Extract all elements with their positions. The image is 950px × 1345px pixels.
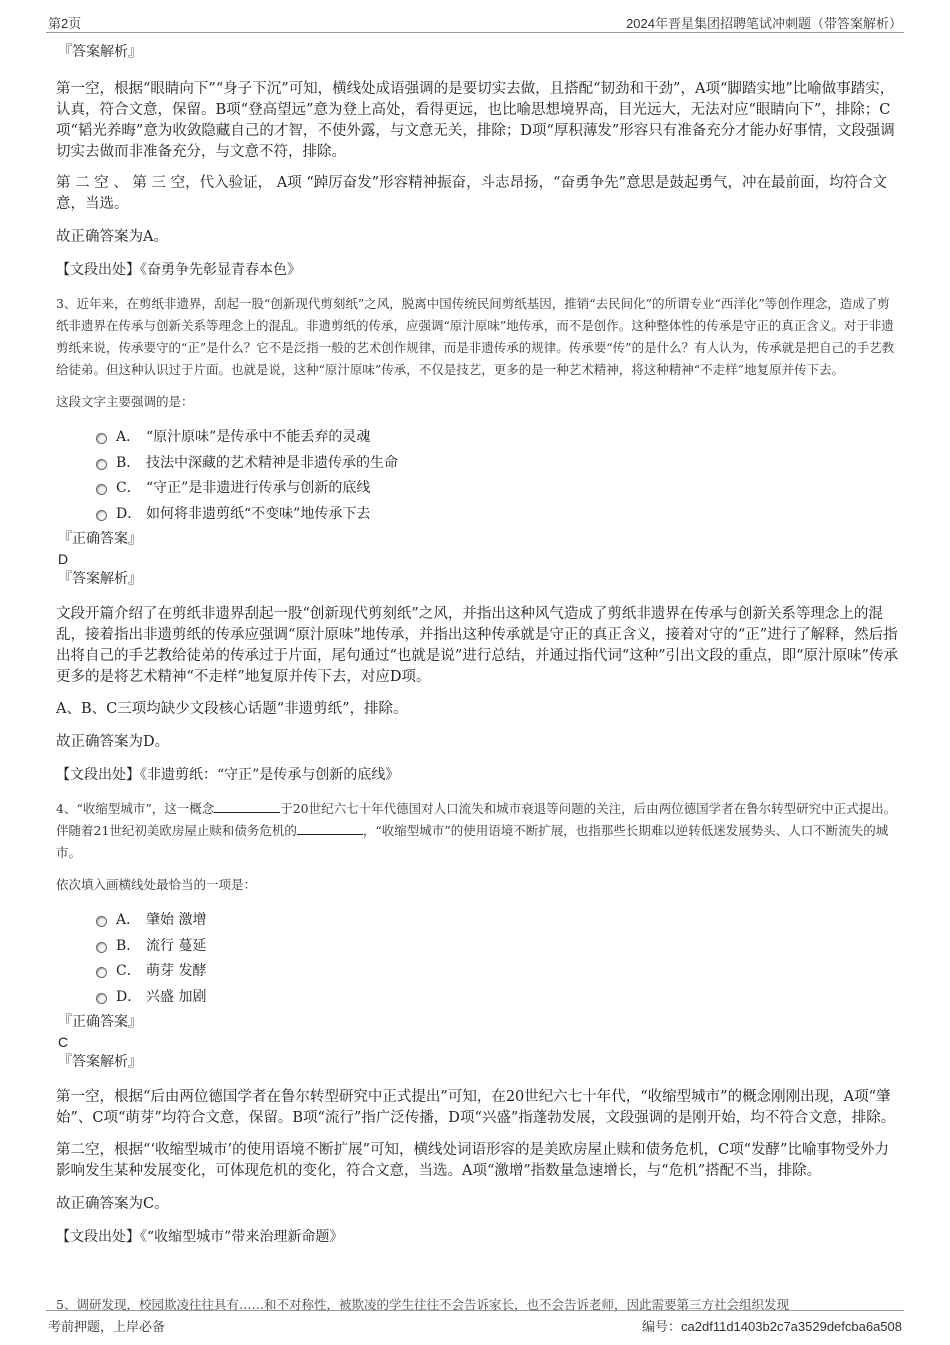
answer-analysis-label: 『答案解析』 <box>58 571 142 587</box>
document-title: 2024年晋星集团招聘笔试冲刺题（带答案解析） <box>626 16 902 31</box>
radio-icon[interactable] <box>96 916 107 927</box>
correct-answer-label: 『正确答案』 <box>58 1014 142 1030</box>
footer-slogan: 考前押题，上岸必备 <box>48 1319 166 1334</box>
document-body <box>56 42 902 1248</box>
analysis-paragraph: 第 二 空 、 第 三 空，代入验证， A项 “踔厉奋发”形容精神振奋，斗志昂扬，“奋勇争先”意思是鼓起勇气，冲在最前面，均符合文意，当选。 <box>56 175 887 212</box>
fill-blank <box>214 800 280 813</box>
radio-icon[interactable] <box>96 510 107 521</box>
source-citation: 【文段出处】《“收缩型城市”带来治理新命题》 <box>56 1229 344 1245</box>
conclusion: 故正确答案为C。 <box>56 1196 169 1212</box>
document-id: 编号：ca2df11d1403b2c7a3529defcba6a508 <box>642 1319 902 1334</box>
analysis-paragraph: 第一空，根据“后由两位德国学者在鲁尔转型研究中正式提出”可知，在20世纪六七十年代，“收缩型城市”的概念刚刚出现，A项“肇始”、C项“萌芽”均符合文意，保留。B项“流行”指广泛传播，D项“兴盛”指蓬勃发展，文段强调的是刚开始，均不符合文意，排除。 <box>56 1089 896 1126</box>
option-b[interactable]: B． 技法中深藏的艺术精神是非遗传承的生命 <box>96 451 902 477</box>
question-prompt: 这段文字主要强调的是： <box>56 394 194 409</box>
fill-blank <box>297 822 363 835</box>
question-stem: 3、近年来，在剪纸非遗界，刮起一股“创新现代剪刻纸”之风，脱离中国传统民间剪纸基因，推销“去民间化”的所谓专业“西洋化”等创作理念，造成了剪纸非遗界在传承与创新关系等理念上的混乱。非遗剪纸的传承，应强调“原汁原味”地传承，而不是创作。这种整体性的传承是守正的真正含义。对于非遗剪纸来说，传承要守的“正”是什么？它不是泛指一般的艺术创作规律，而是非遗传承的规律。传承要“传”的是什么？有人认为，传承就是把自己的手艺教给徒弟。但这种认识过于片面。也就是说，这种“原汁原味”传承，不仅是技艺，更多的是一种艺术精神，将这种精神“不走样”地复原并传下去。 <box>56 296 895 377</box>
option-c[interactable]: C． “守正”是非遗进行传承与创新的底线 <box>96 476 902 502</box>
page-footer <box>46 1310 904 1335</box>
option-b[interactable]: B． 流行 蔓延 <box>96 934 902 960</box>
question-stem: 4、“收缩型城市”，这一概念 于20世纪六七十年代德国对人口流失和城市衰退等问题的关注，后由两位德国学者在鲁尔转型研究中正式提出。伴随着21世纪初美欧房屋止赎和债务危机的 ，“收缩型城市”的使用语境不断扩展，也指那些长期难以逆转低迷发展势头、人口不断流失的城市。 <box>56 801 897 860</box>
conclusion: 故正确答案为A。 <box>56 229 168 245</box>
option-list <box>56 908 902 1010</box>
question-prompt: 依次填入画横线处最恰当的一项是： <box>56 877 257 892</box>
option-a[interactable]: A． 肇始 激增 <box>96 908 902 934</box>
correct-answer-label: 『正确答案』 <box>58 531 142 547</box>
radio-icon[interactable] <box>96 967 107 978</box>
option-d[interactable]: D． 如何将非遗剪纸“不变味”地传承下去 <box>96 502 902 528</box>
radio-icon[interactable] <box>96 993 107 1004</box>
source-citation: 【文段出处】《非遗剪纸：“守正”是传承与创新的底线》 <box>56 767 400 783</box>
correct-answer: C <box>58 1034 69 1050</box>
analysis-paragraph: A、B、C三项均缺少文段核心话题“非遗剪纸”，排除。 <box>56 701 408 717</box>
page-number: 第2页 <box>48 16 82 31</box>
analysis-paragraph: 文段开篇介绍了在剪纸非遗界刮起一股“创新现代剪刻纸”之风，并指出这种风气造成了剪纸非遗界在传承与创新关系等理念上的混乱，接着指出非遗剪纸的传承应强调“原汁原味”地传承，并指出这种传承就是守正的真正含义，接着对守的“正”进行了解释，然后指出将自己的手艺教给徒弟的传承过于片面，尾句通过“也就是说”进行总结，并通过指代词“这种”引出文段的重点，即“原汁原味”传承更多的是将艺术精神“不走样”地复原并传下去，对应D项。 <box>56 606 898 685</box>
option-a[interactable]: A． “原汁原味”是传承中不能丢弃的灵魂 <box>96 425 902 451</box>
radio-icon[interactable] <box>96 433 107 444</box>
answer-analysis-label: 『答案解析』 <box>58 44 142 60</box>
correct-answer: D <box>58 551 69 567</box>
radio-icon[interactable] <box>96 459 107 470</box>
option-list <box>56 425 902 527</box>
cut-off-question-stem: 5、调研发现，校园欺凌往往具有……和不对称性，被欺凌的学生往往不会告诉家长，也不会告诉老师，因此需要第三方社会组织发现 <box>56 1297 789 1312</box>
analysis-paragraph: 第一空，根据“眼睛向下”“身子下沉”可知，横线处成语强调的是要切实去做，且搭配“韧劲和干劲”，A项“脚踏实地”比喻做事踏实，认真，符合文意，保留。B项“登高望远”意为登上高处，看得更远，也比喻思想境界高，目光远大，无法对应“眼睛向下”，排除；C项“韬光养晦”意为收敛隐藏自己的才智，不使外露，与文意无关，排除；D项“厚积薄发”形容只有准备充分才能办好事情，文段强调切实去做而非准备充分，与文意不符，排除。 <box>56 81 895 160</box>
analysis-paragraph: 第二空，根据“‘收缩型城市’的使用语境不断扩展”可知，横线处词语形容的是美欧房屋止赎和债务危机，C项“发酵”比喻事物受外力影响发生某种发展变化，可体现危机的变化，符合文意，当选。A项“激增”指数量急速增长，与“危机”搭配不当，排除。 <box>56 1142 889 1179</box>
radio-icon[interactable] <box>96 942 107 953</box>
conclusion: 故正确答案为D。 <box>56 734 170 750</box>
page-header <box>46 10 904 33</box>
answer-analysis-label: 『答案解析』 <box>58 1054 142 1070</box>
radio-icon[interactable] <box>96 484 107 495</box>
source-citation: 【文段出处】《奋勇争先彰显青春本色》 <box>56 262 301 278</box>
option-c[interactable]: C． 萌芽 发酵 <box>96 959 902 985</box>
option-d[interactable]: D． 兴盛 加剧 <box>96 985 902 1011</box>
